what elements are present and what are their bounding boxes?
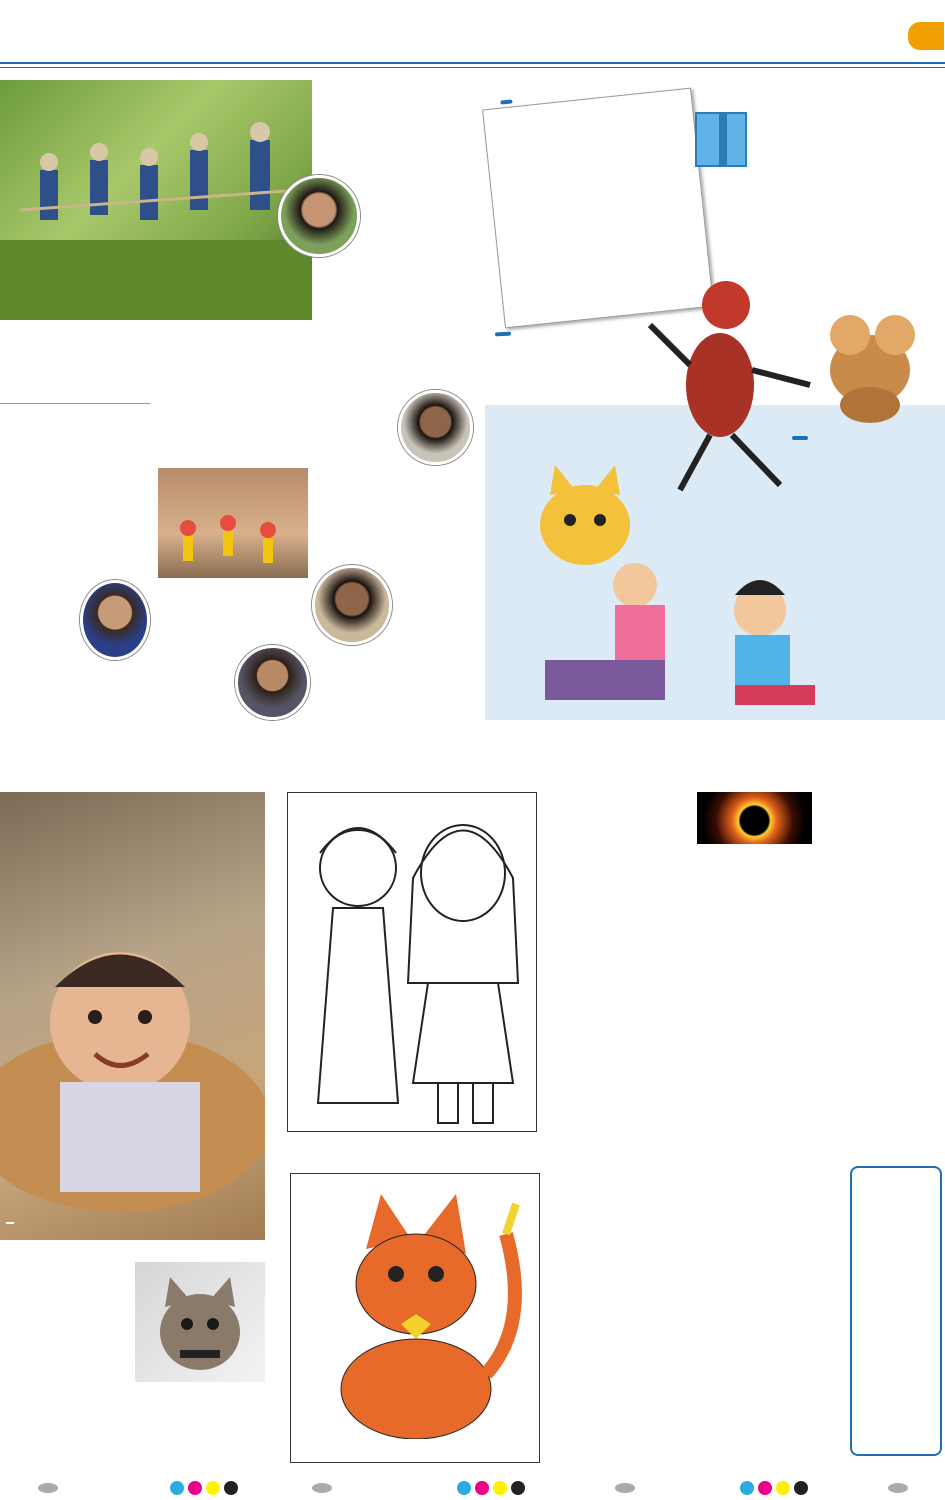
kids-nook-photo [0,792,265,1240]
students-illustration [545,550,815,720]
photo-sachidananda [398,390,473,465]
cat-drawing [291,1174,541,1439]
byline [0,403,150,405]
kids-nook-caption [6,1222,14,1224]
last-week-answers-heading [495,332,511,337]
last-week-winners-heading [792,436,808,440]
header-rule [0,62,945,64]
kitten-photo [135,1262,265,1382]
colour-palette-drawing [290,1173,540,1463]
photo-raja [235,645,310,720]
photo-shital [278,175,360,257]
quiz-panel [485,80,945,720]
gift-box-icon [695,112,747,167]
baby-illustration [0,792,265,1240]
jerry-mouse-illustration [810,310,940,430]
photo-dancing-kids [158,468,308,578]
page-number [908,22,944,50]
eclipse-photo [697,792,812,844]
photo-nityananda [312,565,392,645]
lead-photo-tug-of-war [0,80,312,320]
kids-playing-illustration [0,80,312,320]
photo-swetapadma [80,580,150,660]
join-the-dots-puzzle [585,1180,825,1460]
quiz-question-list [493,107,684,127]
print-marks [0,1480,945,1497]
story-column-1 [0,418,152,424]
readers-box [850,1166,942,1456]
colour-me-outline-drawing [287,792,537,1132]
header-rule-thin [0,67,945,68]
quiz-questions-heading [500,99,512,104]
